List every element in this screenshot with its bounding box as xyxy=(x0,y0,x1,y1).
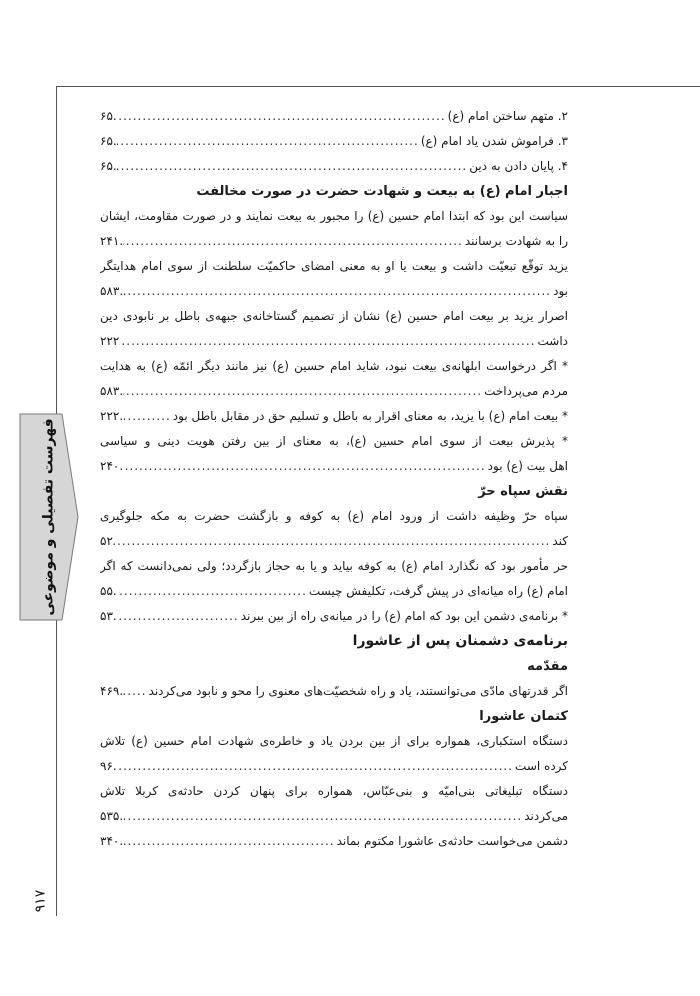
entry-line: دستگاه تبلیغاتی بنی‌امیّه و بنی‌عبّاس، همواره برای پنهان کردن حادثه‌ی کربلا تلاش xyxy=(100,784,568,798)
entry-text: ۲. متهم ساختن امام (ع) xyxy=(447,109,568,123)
leader-dots xyxy=(123,279,553,304)
page-number-wrap xyxy=(22,876,58,926)
index-entry-row xyxy=(100,454,568,479)
entry-line: * پذیرش بیعت از سوی امام حسین (ع)، به معنای از بین رفتن هویت دینی و سیاسی xyxy=(100,434,568,448)
index-content xyxy=(100,104,568,854)
leader-dots xyxy=(123,829,336,854)
leader-dots xyxy=(117,604,241,629)
entry-page: ۲۴۰. xyxy=(100,459,124,473)
index-entry-row xyxy=(100,604,568,629)
index-entry-row xyxy=(100,529,568,554)
index-entry-row xyxy=(100,279,568,304)
index-entry-row xyxy=(100,154,568,179)
section-heading: اجبار امام (ع) به بیعت و شهادت حضرت در صورت مخالفت xyxy=(196,184,568,199)
page-number: ۹۱۷ xyxy=(32,889,48,913)
leader-dots xyxy=(123,454,488,479)
index-entry-row xyxy=(100,829,568,854)
leader-dots xyxy=(119,329,537,354)
leader-dots xyxy=(117,104,448,129)
entry-page: ۵۵. xyxy=(100,584,117,598)
entry-page: ۲۴۱. xyxy=(100,234,124,248)
side-title: فهرست تفصیلی و موضوعی xyxy=(41,418,58,616)
entry-text: * برنامه‌ی دشمن این بود که امام (ع) را در میانه‌ی راه از بین ببرند xyxy=(240,609,568,623)
entry-page: ۵۲ xyxy=(100,534,113,548)
entry-line: سیاست این بود که ابتدا امام حسین (ع) را مجبور به بیعت نمایند و در صورت مقاومت، ایشان xyxy=(100,209,568,223)
entry-text: می‌کردند xyxy=(524,809,568,823)
leader-dots xyxy=(123,404,173,429)
index-entry-row xyxy=(100,129,568,154)
leader-dots xyxy=(123,379,484,404)
side-tab xyxy=(18,412,80,622)
index-entry-row xyxy=(100,579,568,604)
entry-line: اصرار یزید بر بیعت امام حسین (ع) نشان از تصمیم گستاخانه‌ی جبهه‌ی باطل بر نابودی دین xyxy=(100,309,568,323)
leader-dots xyxy=(123,804,524,829)
index-entry-row xyxy=(100,379,568,404)
index-entry-row xyxy=(100,104,568,129)
index-entry-row xyxy=(100,679,568,704)
section-heading: مقدّمه xyxy=(527,659,568,674)
entry-text: ۴. پایان دادن به دین xyxy=(469,159,568,173)
leader-dots xyxy=(123,679,148,704)
entry-page: ۳۴۰. xyxy=(100,834,124,848)
side-title-wrap xyxy=(18,412,80,622)
entry-text: امام (ع) راه میانه‌ای در پیش گرفت، تکلیفش چیست xyxy=(308,584,568,598)
entry-line: حر مأمور بود که نگذارد امام (ع) به کوفه بیاید و یا به حجاز بازگردد؛ ولی نمی‌دانست که اگر xyxy=(100,559,568,573)
entry-page: ۲۲۲. xyxy=(100,409,124,423)
entry-text: اگر قدرتهای مادّی می‌توانستند، یاد و راه شخصیّت‌های معنوی را محو و نابود می‌کردند xyxy=(148,684,568,698)
entry-page: ۵۳۵. xyxy=(100,809,124,823)
chapter-heading: برنامه‌ی دشمنان پس از عاشورا xyxy=(352,633,568,649)
entry-page: ۶۵. xyxy=(100,109,117,123)
entry-text: را به شهادت برسانند xyxy=(464,234,568,248)
leader-dots xyxy=(117,154,470,179)
entry-page: ۵۳. xyxy=(100,609,117,623)
entry-text: کند xyxy=(552,534,568,548)
section-heading: نقش سپاه حرّ xyxy=(478,484,568,499)
index-entry-row xyxy=(100,329,568,354)
index-entry-row xyxy=(100,229,568,254)
entry-line: یزید توقّع تبعیّت داشت و بیعت یا او به معنی امضای حاکمیّت سلطنت از سوی امام هدایتگر xyxy=(100,259,568,273)
entry-page: ۹۶. xyxy=(100,759,117,773)
entry-text: مردم می‌پرداخت xyxy=(484,384,568,398)
leader-dots xyxy=(123,229,465,254)
index-entry-row xyxy=(100,754,568,779)
entry-line: سپاه حرّ وظیفه داشت از ورود امام (ع) به کوفه و بازگشت حضرت به مکه جلوگیری xyxy=(100,509,568,523)
index-entry-row xyxy=(100,404,568,429)
entry-page: ۶۵. xyxy=(100,159,117,173)
index-entry-row xyxy=(100,804,568,829)
entry-page: ۲۲۲ xyxy=(100,334,120,348)
entry-text: بود xyxy=(553,284,568,298)
page-frame-top-rule xyxy=(56,86,700,87)
leader-dots xyxy=(117,579,309,604)
entry-page: ۴۶۹. xyxy=(100,684,124,698)
entry-page: ۵۸۳. xyxy=(100,384,124,398)
leader-dots xyxy=(117,754,515,779)
entry-text: ۳. فراموش شدن یاد امام (ع) xyxy=(420,134,568,148)
entry-text: داشت xyxy=(537,334,568,348)
entry-line: * اگر درخواست ابلهانه‌ی بیعت نبود، شاید امام حسین (ع) نیز مانند دیگر ائمّه (ع) به هدایت xyxy=(100,359,568,373)
section-heading: کتمان عاشورا xyxy=(479,709,568,724)
entry-text: اهل بیت (ع) بود xyxy=(487,459,568,473)
entry-page: ۶۵. xyxy=(100,134,117,148)
leader-dots xyxy=(113,529,552,554)
entry-text: کرده است xyxy=(515,759,568,773)
leader-dots xyxy=(117,129,421,154)
entry-text: * بیعت امام (ع) با یزید، به معنای اقرار به باطل و تسلیم حق در مقابل باطل بود xyxy=(172,409,568,423)
entry-text: دشمن می‌خواست حادثه‌ی عاشورا مکتوم بماند xyxy=(336,834,568,848)
entry-line: دستگاه استکباری، همواره برای از بین بردن یاد و خاطره‌ی شهادت امام حسین (ع) تلاش xyxy=(100,734,568,748)
entry-page: ۵۸۳. xyxy=(100,284,124,298)
